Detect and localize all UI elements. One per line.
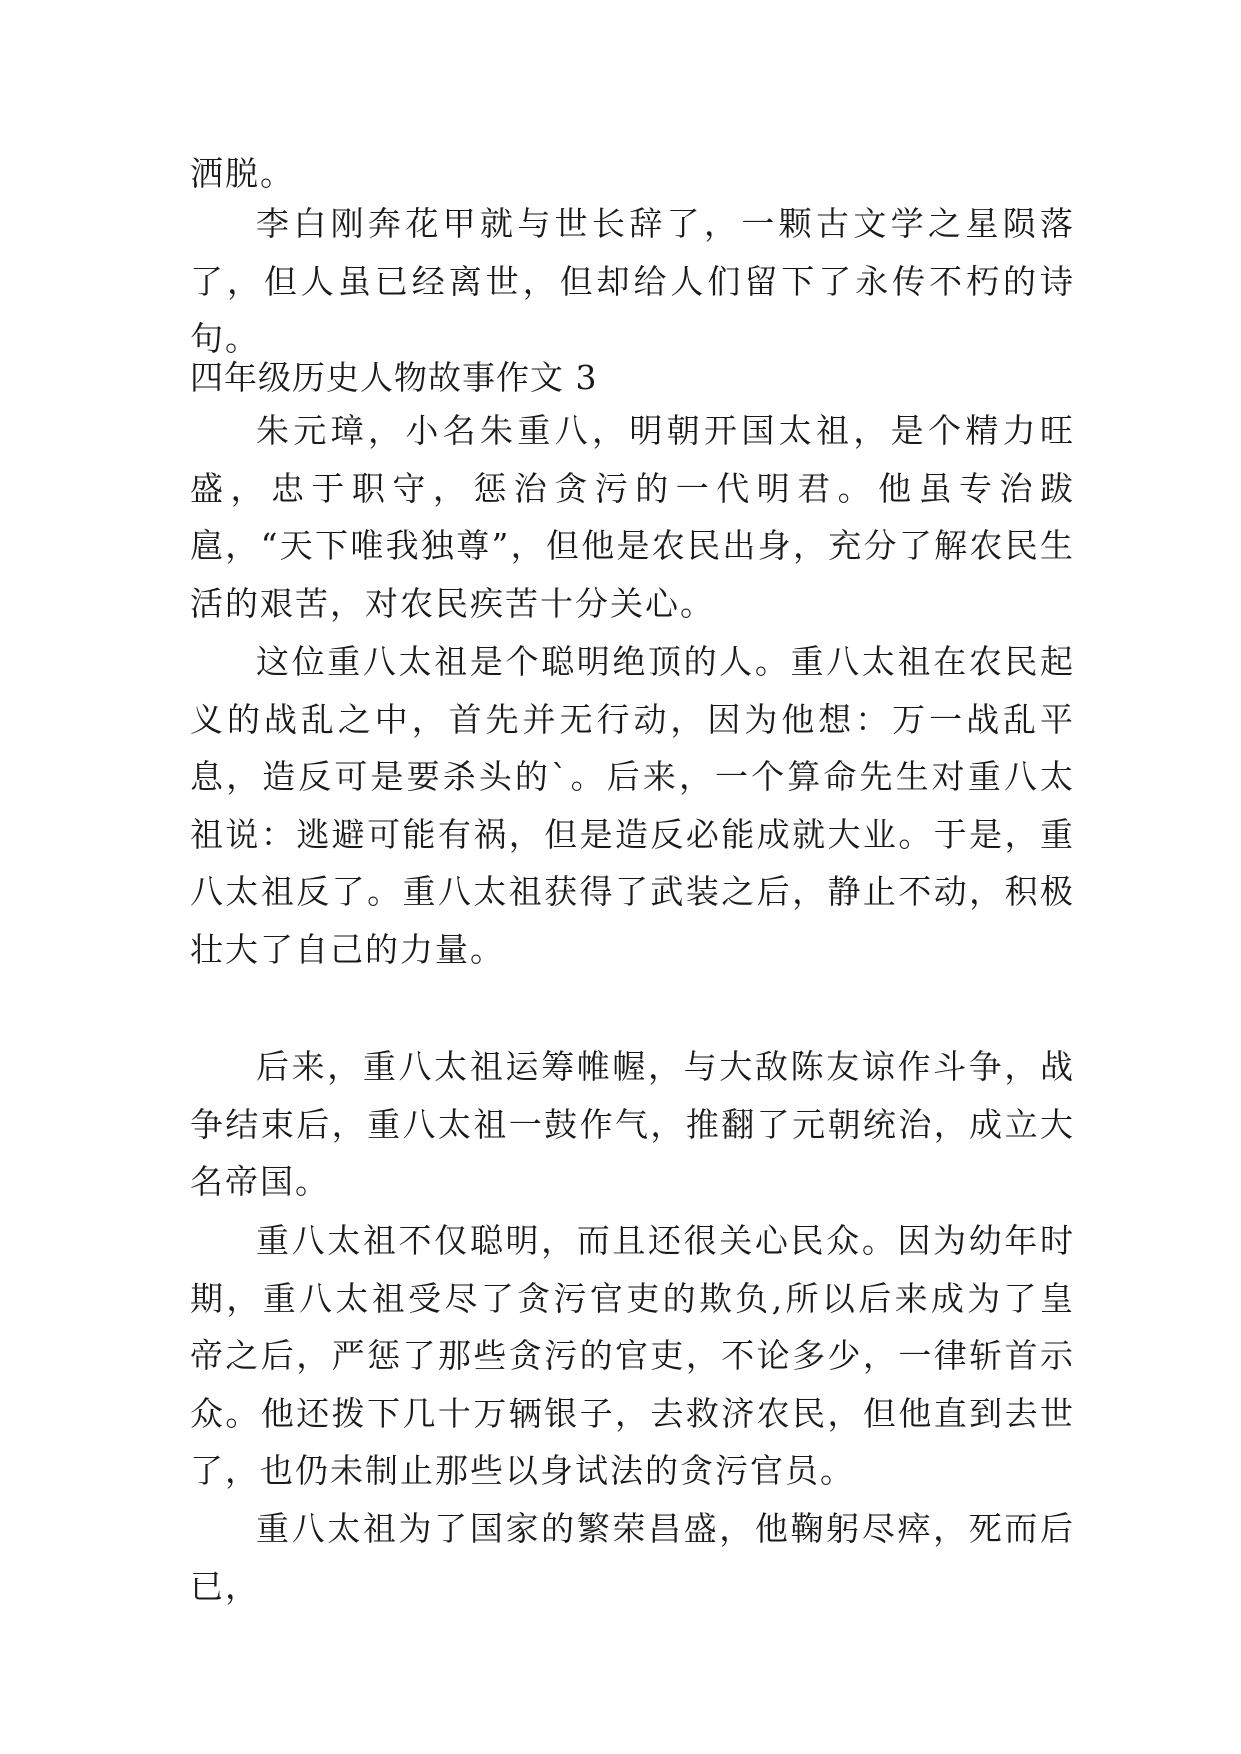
paragraph-empire-founding: 后来，重八太祖运筹帷幄，与大敌陈友谅作斗争，战争结束后，重八太祖一鼓作气，推翻了元朝统治，成立大名帝国。 bbox=[190, 1047, 1075, 1201]
paragraph-li-bai-ending: 李白刚奔花甲就与世长辞了，一颗古文学之星陨落了，但人虽已经离世，但却给人们留下了永传不朽的诗句。 bbox=[190, 204, 1075, 358]
paragraph-dedication: 重八太祖为了国家的繁荣昌盛，他鞠躬尽瘁，死而后已， bbox=[190, 1509, 1075, 1606]
paragraph-uprising: 这位重八太祖是个聪明绝顶的人。重八太祖在农民起义的战乱之中，首先并无行动，因为他想：万一战乱平息，造反可是要杀头的`。后来，一个算命先生对重八太祖说：逃避可能有祸，但是造反必能成就大业。于是，重八太祖反了。重八太祖获得了武装之后，静止不动，积极壮大了自己的力量。 bbox=[190, 642, 1075, 969]
paragraph-anti-corruption: 重八太祖不仅聪明，而且还很关心民众。因为幼年时期，重八太祖受尽了贪污官吏的欺负,所以后来成为了皇帝之后，严惩了那些贪污的官吏，不论多少，一律斩首示众。他还拨下几十万辆银子，去救济农民，但他直到去世了，也仍未制止那些以身试法的贪污官员。 bbox=[190, 1221, 1075, 1490]
paragraph-zhu-yuanzhang-intro: 朱元璋，小名朱重八，明朝开国太祖，是个精力旺盛，忠于职守，惩治贪污的一代明君。他虽专治跋扈，“天下唯我独尊”，但他是农民出身，充分了解农民生活的艰苦，对农民疾苦十分关心。 bbox=[190, 411, 1075, 623]
continuation-text: 洒脱。 bbox=[190, 154, 295, 193]
section-title: 四年级历史人物故事作文 3 bbox=[190, 358, 598, 397]
